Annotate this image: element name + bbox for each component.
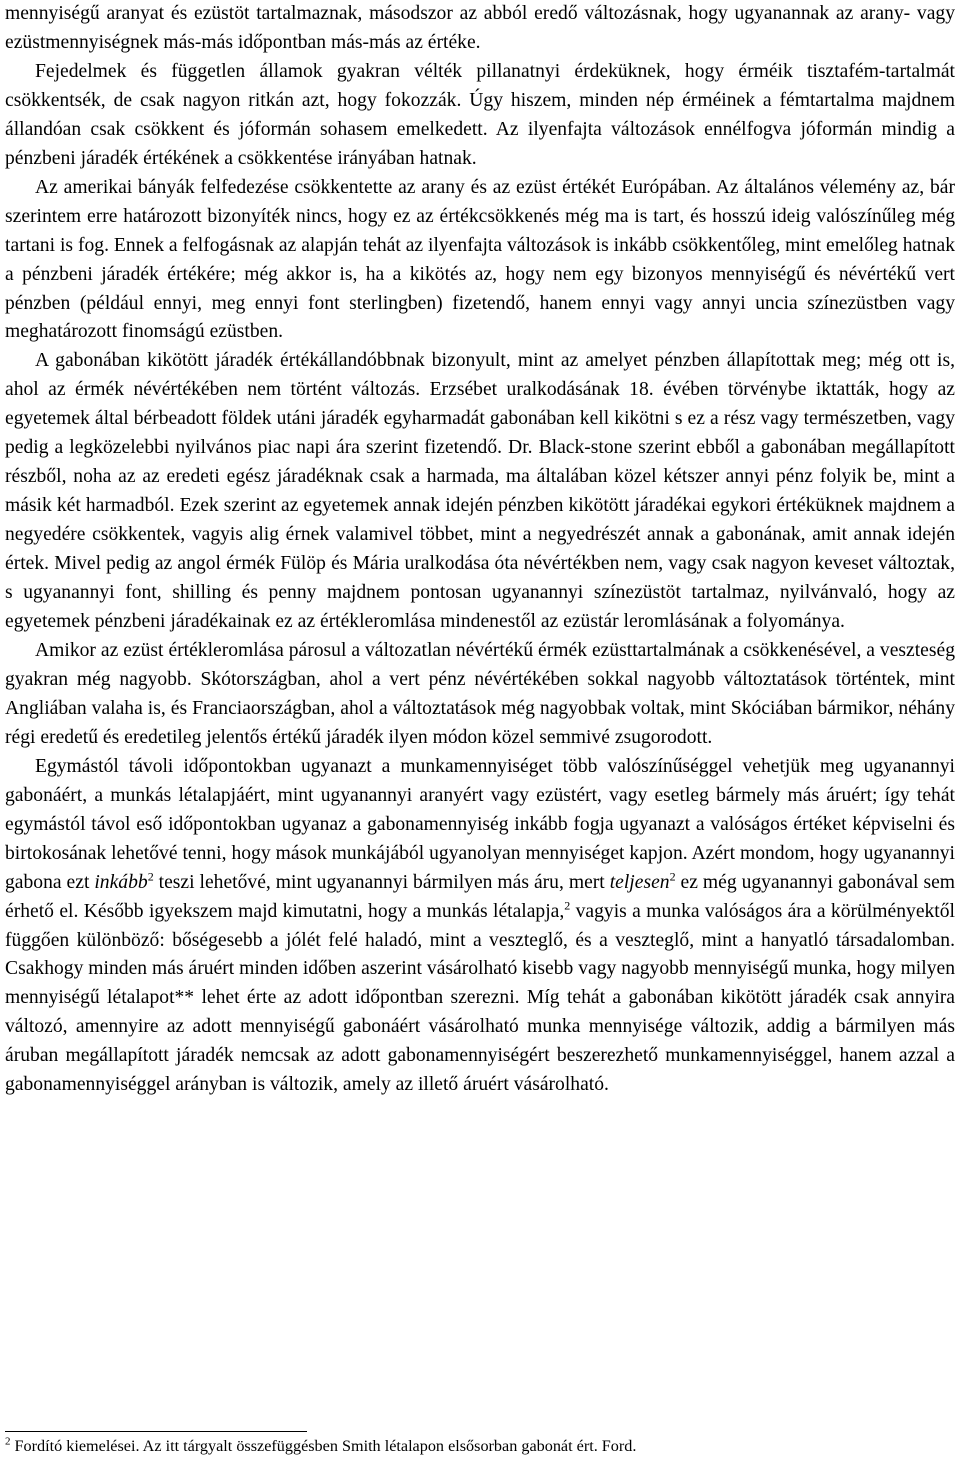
paragraph — [5, 58, 955, 174]
paragraph-text: mennyiségű aranyat és ezüstöt tartalmaznak, másodszor az abból eredő változásnak, hogy ugyanannak az arany- vagy ezüstmennyiségnek más-más időpontban más-más az értéke. — [5, 3, 955, 53]
paragraph-text: Fejedelmek és független államok gyakran vélték pillanatnyi érdeküknek, hogy érméik tisztafém-tartalmát csökkentsék, de csak nagyon ritkán azt, hogy fokozzák. Úgy hiszem, minden nép érméinek a fémtartalma majdnem állandóan csak csökkent és jóformán sohasem emelkedett. Az ilyenfajta változások ennélfogva jóformán mindig a pénzbeni járadék értékének a csökkentése irányában hatnak. — [5, 60, 955, 169]
document-body — [5, 0, 955, 1100]
footnote-reference: 2 — [564, 898, 571, 913]
emphasized-text: teljesen — [609, 871, 670, 893]
paragraph-text: ez még ugyanannyi gabonával sem érhető el. Később igyekszem majd kimutatni, hogy a munkás létalapja, — [5, 871, 956, 922]
emphasized-text: inkább — [94, 871, 148, 893]
footnote-mark: 2 — [5, 1435, 11, 1448]
paragraph — [5, 0, 955, 58]
paragraph — [5, 174, 955, 348]
paragraph-text: Egymástól távoli időpontokban ugyanazt a munkamennyiséget több valószínűséggel vehetjük meg ugyanannyi gabonáért, a munkás létalapjáért, mint ugyanannyi aranyért vagy ezüstért, vagy esetleg bármely más áruért; így tehát egymástól távol eső időpontokban ugyanaz a gabonamennyiség inkább fogja ugyanazt a valóságos értéket képviselni és birtokosának lehetővé tenni, hogy mások munkájából ugyanolyan mennyiséget kapjon. Azért mondom, hogy ugyanannyi gabona ezt — [5, 755, 955, 893]
paragraph — [5, 347, 955, 637]
footnote-reference: 2 — [669, 869, 676, 884]
paragraph-text: Amikor az ezüst értékleromlása párosul a változatlan névértékű érmék ezüsttartalmának a csökkenésével, a veszteség gyakran még nagyobb. Skótországban, ahol a vert pénz névértékében sokkal nagyobb változtatások történtek, mint Angliában valaha is, és Franciaországban, ahol a változtatások még nagyobbak voltak, mint Skóciában bármikor, néhány régi eredetű és eredetileg jelentős értékű járadék ilyen módon közel semmivé zsugorodott. — [5, 639, 955, 748]
paragraph-text: teszi lehetővé, mint ugyanannyi bármilyen más áru, mert — [153, 871, 610, 893]
footnote-divider — [5, 1431, 307, 1432]
paragraph-text: vagyis a munka valóságos ára a körülményektől függően különböző: bőségesebb a jólét felé haladó, mint a veszteglő, és a veszteglő, mint a hanyatló társadalomban. Csakhogy minden más áruért minden időben aszerint vásárolható kisebb vagy nagyobb mennyiségű munka, hogy milyen mennyiségű létalapot** lehet érte az adott időpontban szerezni. Míg tehát a gabonában kikötött járadék csak annyira változó, amennyire az adott mennyiségű gabonáért vásárolható munka mennyisége változik, addig a bármilyen más áruban megállapított járadék nemcsak az adott gabonamennyiségért beszerezhető munkamennyiséggel, hanem azzal a gabonamennyiséggel arányban is változik, amely az illető áruért vásárolható. — [5, 900, 955, 1096]
paragraph-text: A gabonában kikötött járadék értékállandóbbnak bizonyult, mint az amelyet pénzben állapítottak meg; még ott is, ahol az érmék névértékében nem történt változás. Erzsébet uralkodásának 18. évében törvénybe iktatták, hogy az egyetemek által bérbeadott földek utáni járadék egyharmadát gabonában kell kikötni s ez a rész vagy természetben, vagy pedig a legközelebbi nyilvános piac napi ára szerint fizetendő. Dr. Black-stone szerint ebből a gabonában megállapított részből, noha az az eredeti egész járadéknak csak a harmada, ma általában közel kétszer annyi pénz folyik be, mint a másik két harmadból. Ezek szerint az egyetemek annak idején pénzben kikötött járadékai egykori értéküknek majdnem a negyedére csökkentek, vagyis alig érnek valamivel többet, mint a negyedrészét annak a gabonának, amit annak idején értek. Mivel pedig az angol érmék Fülöp és Mária uralkodása óta névértékben nem, vagy csak nagyon keveset változtak, s ugyanannyi font, shilling és penny majdnem pontosan ugyanannyi színezüstöt tartalmaz, nyilvánvaló, hogy az egyetemek pénzbeni járadékainak ez az értékleromlása mindenestől az ezüstár leromlásának a folyománya. — [5, 350, 955, 633]
paragraph — [5, 637, 955, 753]
footnote — [5, 1436, 955, 1456]
paragraph-text: Az amerikai bányák felfedezése csökkentette az arany és az ezüst értékét Európában. Az általános vélemény az, bár szerintem erre határozott bizonyíték nincs, hogy ez az értékcsökkenés még ma is tart, és hosszú ideig valószínűleg még tartani is fog. Ennek a felfogásnak az alapján tehát az ilyenfajta változások is inkább csökkentőleg, mint emelőleg hatnak a pénzbeni járadék értékére; még akkor is, ha a kikötés az, hogy nem egy bizonyos mennyiségű és névértékű vert pénzben (például ennyi, meg ennyi font sterlingben) fizetendő, hanem ennyi vagy annyi uncia színezüstben vagy meghatározott finomságú ezüstben. — [5, 176, 955, 343]
paragraph — [5, 753, 955, 1100]
footnote-reference: 2 — [147, 869, 154, 884]
footnote-text: Fordító kiemelései. Az itt tárgyalt összefüggésben Smith létalapon elsősorban gabonát ért. Ford. — [10, 1437, 637, 1455]
